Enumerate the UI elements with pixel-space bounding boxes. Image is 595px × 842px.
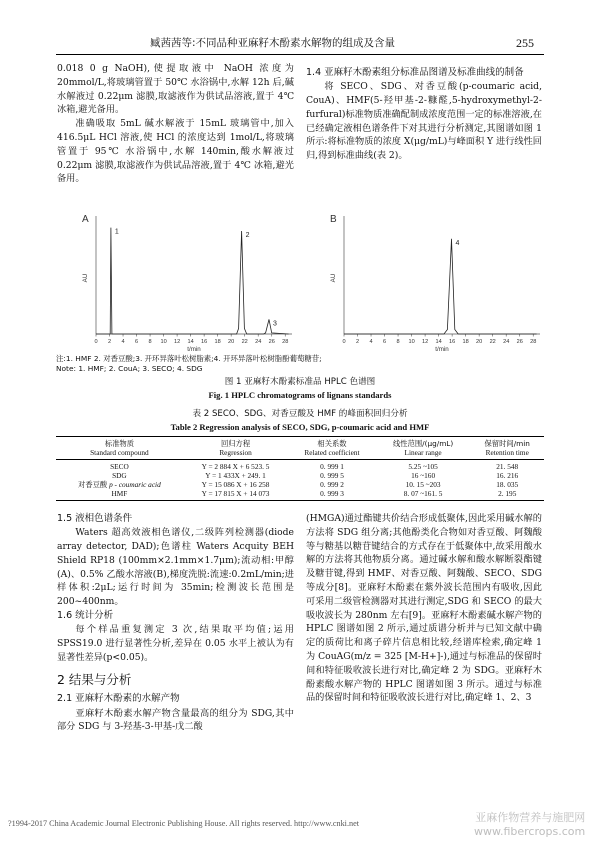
chromatogram-trace	[96, 228, 289, 334]
table-header-cell: 标准物质	[56, 436, 183, 448]
x-tick-label: 8	[148, 339, 152, 345]
figure-caption-cn: 图 1 亚麻籽木酚素标准品 HPLC 色谱图	[224, 377, 376, 387]
section-heading-2-1: 2.1 亚麻籽木酚素的水解产物	[57, 693, 180, 705]
x-tick-label: 18	[214, 339, 221, 345]
chromatogram-a	[82, 216, 292, 353]
right-bottom-text	[306, 512, 542, 705]
x-tick-label: 6	[382, 339, 387, 345]
x-tick-label: 16	[201, 339, 208, 345]
x-tick-label: 12	[421, 339, 429, 345]
peak-label: 3	[273, 320, 277, 328]
x-tick-label: 0	[94, 339, 98, 345]
table-title-en: Table 2 Regression analysis of SECO, SDG, p-coumaric acid and HMF	[170, 421, 430, 432]
figure-note-en: Note: 1. HMF; 2. CouA; 3. SECO; 4. SDG	[56, 363, 203, 373]
paragraph-statistics: 每个样品重复测定 3 次,结果取平均值;运用 SPSS19.0 进行显著性分析,差异在 0.05 水平上被认为有显著性差异(p<0.05)。	[57, 624, 294, 663]
x-tick-label: 28	[530, 339, 537, 345]
x-tick-label: 22	[241, 339, 248, 345]
y-axis-title: AU	[330, 273, 337, 283]
peak-label: 1	[114, 228, 119, 236]
table-cell: 0. 999 2	[320, 480, 344, 490]
regression-table	[56, 436, 544, 502]
x-tick-label: 10	[408, 339, 415, 345]
table-cell: Y = 15 086 X + 16 258	[201, 480, 270, 490]
paragraph-standards: 将 SECO、SDG、对香豆酸(p-coumaric acid, CouA)、HMF(5-羟甲基-2-糠醛,5-hydroxymethyl-2-furfural)标准物质准确配制成浓度范围一定的标准溶液,在已经确定液相色谱条件下对其进行分析测定,其图谱如图 1 所示:将标准物质的浓度 X(μg/mL)与峰面积 Y 进行线性回归,得到标准曲线(表 2)。	[306, 81, 542, 162]
x-tick-label: 24	[255, 339, 262, 345]
x-tick-label: 26	[516, 339, 523, 345]
x-tick-label: 24	[503, 339, 510, 345]
left-bottom-text	[57, 512, 294, 734]
table-cell: 10. 15 ~203	[405, 480, 441, 490]
paragraph-naoh: 0.018 0 g NaOH),使提取液中 NaOH 浓度为 20mmol/L,将玻璃管置于 50℃ 水浴锅中,水解 12h 后,碱水解液过 0.22μm 滤膜,取滤液作为供试品溶液,置于 4℃ 冰箱,避光备用。	[57, 63, 294, 116]
table-header-cell: 相关系数	[288, 436, 375, 448]
x-tick-label: 8	[396, 339, 400, 345]
table-row	[56, 489, 544, 501]
table-cell: 0. 999 1	[320, 462, 344, 471]
table-cell: SECO	[110, 462, 129, 471]
x-tick-label: 2	[355, 339, 360, 345]
x-tick-label: 14	[187, 339, 194, 345]
paragraph-hydrolysis-products: 亚麻籽木酚素水解产物含量最高的组分为 SDG,其中部分 SDG 与 3-羟基-3-甲基-戊二酸	[57, 707, 294, 733]
x-axis-title: t/min	[187, 346, 201, 353]
running-header-title: 臧茜茜等:不同品种亚麻籽木酚素水解物的组成及含量	[150, 37, 396, 49]
peak-label: 2	[245, 231, 250, 239]
watermark	[474, 811, 585, 839]
table-cell: 5.25 ~105	[408, 462, 438, 471]
y-axis-title: AU	[82, 273, 89, 283]
table-header-cell: 回归方程	[183, 436, 288, 448]
x-tick-label: 22	[489, 339, 496, 345]
compound-cn: 对香豆酸	[78, 480, 108, 490]
section-heading-1-6: 1.6 统计分析	[57, 610, 114, 622]
x-tick-label: 20	[228, 339, 235, 345]
x-tick-label: 10	[160, 339, 167, 345]
peak-label: 4	[455, 239, 460, 247]
table-2-block	[56, 408, 544, 501]
table-cell: Y = 2 884 X + 6 523. 5	[201, 462, 270, 471]
x-tick-label: 20	[476, 339, 483, 345]
table-header-cell: Linear range	[376, 448, 471, 460]
x-tick-label: 12	[173, 339, 181, 345]
paragraph-analysis: (HMGA)通过酯键共价结合形成低聚体,因此采用碱水解的方法将 SDG 组分离;其他酚类化合物如对香豆酸、阿魏酸等与糖基以糖苷键结合的方式存在于低聚体中,故采用酸水解的方法将其他物质分离。通过碱水解和酸水解断裂酯键及糖苷键,得到 HMF、对香豆酸、阿魏酸、SECO、SDG 等成分[8]。亚麻籽木酚素在紫外波长范围内有吸收,因此可采用二级管检测器对其进行测定,SDG 和 SECO 的最大吸收波长为 280nm 左右[9]。亚麻籽木酚素碱水解产物的 HPLC 图谱如图 2 所示,通过质谱分析并与已知文献中确定的质荷比和离子碎片信息相比较,经谱库检索,确定峰 1 为 CouAG(m/z = 325 [M-H+]-),通过与标准品的保留时间和特征吸收波长进行对比,确定峰 2 为 SDG。亚麻籽木酚素酸水解产物的 HPLC 图谱如图 3 所示。通过与标准品的保留时间和特征吸收波长进行对比,确定峰 1、2、3	[306, 513, 542, 704]
x-tick-label: 4	[121, 339, 125, 345]
x-axis-title: t/min	[435, 346, 449, 353]
x-tick-label: 18	[462, 339, 469, 345]
section-heading-1-5: 1.5 液相色谱条件	[57, 513, 133, 524]
x-tick-label: 14	[435, 339, 442, 345]
table-cell: 8. 07 ~161. 5	[376, 489, 471, 501]
x-tick-label: 28	[282, 339, 289, 345]
x-tick-label: 2	[107, 339, 112, 345]
section-heading-1-4: 1.4 亚麻籽木酚素组分标准品图谱及标准曲线的制备	[306, 67, 524, 78]
table-cell: 16. 216	[496, 471, 519, 481]
table-header-cell: Standard compound	[56, 448, 183, 460]
x-tick-label: 6	[134, 339, 139, 345]
table-cell: 0. 999 3	[288, 489, 375, 501]
table-cell: 21. 548	[496, 462, 519, 471]
watermark-url: www.fibercrops.com	[474, 824, 586, 838]
compound-en: p - coumaric acid	[109, 480, 161, 490]
section-heading-2: 2 结果与分析	[57, 671, 132, 687]
page-number: 255	[516, 36, 534, 50]
x-tick-label: 4	[369, 339, 373, 345]
copyright-footer: ?1994-2017 China Academic Journal Electronic Publishing House. All rights reserved. http://www.cnki.net	[8, 819, 360, 828]
x-tick-label: 16	[449, 339, 456, 345]
table-row	[56, 471, 544, 480]
table-cell: 18. 035	[496, 480, 519, 490]
table-cell: SDG	[112, 471, 127, 481]
x-tick-label: 26	[268, 339, 275, 345]
table-header-cell: 保留时间/min	[470, 436, 544, 448]
x-tick-label: 0	[342, 339, 346, 345]
panel-b-label: B	[330, 214, 337, 225]
paragraph-hplc-conditions: Waters 超高效液相色谱仪,二级阵列检测器(diode array detector, DAD);色谱柱 Waters Acquity BEH Shield RP18 (100mm×2.1mm×1.7μm);流动相:甲醇(A)、0.5% 乙酸水溶液(B),梯度洗脱:流速:0.2mL/min;进样体积:2μL;运行时间为 35min;检测波长范围是 200~400nm。	[57, 527, 294, 608]
table-cell: 16 ~160	[411, 471, 436, 481]
table-row	[56, 480, 544, 489]
figure-caption-en: Fig. 1 HPLC chromatograms of lignans standards	[208, 389, 392, 400]
table-cell	[56, 480, 183, 489]
chromatogram-b	[330, 216, 540, 353]
panel-a-label: A	[82, 214, 89, 225]
table-cell: 2. 195	[470, 489, 544, 501]
table-cell: Y = 17 815 X + 14 073	[183, 489, 288, 501]
table-cell: 0. 999 5	[320, 471, 344, 481]
table-title-cn: 表 2 SECO、SDG、对香豆酸及 HMF 的峰面积回归分析	[192, 409, 408, 419]
watermark-cn: 亚麻作物营养与施肥网	[475, 811, 586, 824]
table-header-cell: 线性范围/(μg/mL)	[376, 436, 471, 448]
table-cell: HMF	[56, 489, 183, 501]
table-header-cell: Regression	[183, 448, 288, 460]
table-header-cell: Related coefficient	[288, 448, 375, 460]
table-row	[56, 460, 544, 472]
table-header-cell: Retention time	[470, 448, 544, 460]
chromatogram-trace	[344, 239, 537, 334]
paragraph-acid-hydrolysis: 准确吸取 5mL 碱水解液于 15mL 玻璃管中,加入 416.5μL HCl 溶液,使 HCl 的浓度达到 1mol/L,将玻璃管置于 95℃ 水浴锅中,水解 140min,酸水解液过 0.22μm 滤膜,取滤液作为供试品溶液,置于 4℃ 冰箱,避光备用。	[57, 118, 294, 185]
table-cell: Y = 1 433X + 249. 1	[205, 471, 266, 481]
figure-note-cn: 注:1. HMF 2. 对香豆酸;3. 开环异落叶松树脂素;4. 开环异落叶松树脂酚葡萄糖苷;	[56, 354, 322, 363]
